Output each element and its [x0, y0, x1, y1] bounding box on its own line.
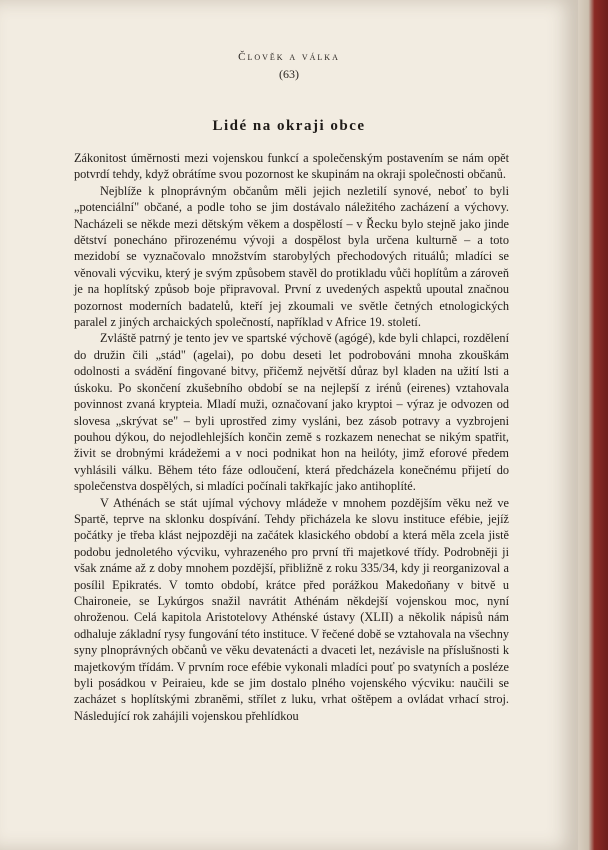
section-title: Lidé na okraji obce: [212, 118, 366, 134]
page-number: (63): [279, 67, 299, 81]
paragraph: Zvláště patrný je tento jev ve spartské výchově (agógé), kde byli chlapci, rozdělení do družin čili „stád" (agelai), po dobu deseti let podrobováni mnoha zkouškám odolnosti a svádění fingované bitvy, přičemž největší důraz byl kladen na užití lsti a úskoku. Po skončení zkušebního období se na nejlepší z irénů (eirenes) vztahovala povinnost zvaná krypteia. Mladí muži, označovaní jako kryptoi – výraz je odvozen od slovesa „skrývat se" – byli uprostřed zimy vysláni, bez zásob potravy a vyzbrojeni pouhou dýkou, do nejodlehlejších končin země s rozkazem nenechat se nikým spatřit, živit se drobnými krádežemi a v noci podnikat hon na heilóty, jimž eforové předem vyhlásili válku. Během této fáze odloučení, která předcházela konečnému přijetí do společenstva dospělých, si mladíci počínali takřkajíc jako antihoplíté.: [74, 331, 509, 494]
paragraph: Zákonitost úměrnosti mezi vojenskou funkcí a společenským postavením se nám opět potvrdí tehdy, když obrátíme svou pozornost ke skupinám na okraji společnosti občanů.: [74, 151, 509, 182]
running-head: Člověk a válka: [238, 51, 340, 63]
body-text: [74, 150, 509, 724]
paragraph: Nejblíže k plnoprávným občanům měli jejich nezletilí synové, neboť to byli „potenciální" občané, a podle toho se jim dostávalo náležitého zacházení a výchovy. Nacházeli se někde mezi dětským věkem a dospělostí – v Řecku bylo stejně jako jinde dětství ponecháno přirozenému vývoji a dospělost byla určena kulturně – a toto mezidobí se vyznačovalo množstvím starobylých přechodových rituálů; mladíci se věnovali výcviku, který je svým způsobem stavěl do protikladu vůči hoplítům a zároveň je na hoplítský způsob boje připravoval. První z uvedených aspektů upoutal značnou pozornost moderních badatelů, kteří jej zkoumali ve světle četných etnologických paralel z jiných archaických společností, například v Africe 19. století.: [74, 183, 509, 330]
paragraph: V Athénách se stát ujímal výchovy mládeže v mnohem pozdějším věku než ve Spartě, teprve na sklonku dospívání. Tehdy přicházela ke slovu instituce efébie, jejíž počátky je třeba klást nejpozději na začátek klasického období a která měla zcela jistě podobu jednoletého výcviku, vyhrazeného pro první tři majetkové třídy. Podrobněji ji však známe až z doby mnohem pozdější, přibližně z roku 335/34, kdy ji reorganizoval a posílil Epikratés. V tomto období, krátce před porážkou Makedoňany v bitvě u Chaironeie, se Lykúrgos snažil navrátit Athénám někdejší vojenskou moc, nyní ohroženou. Celá kapitola Aristotelovy Athénské ústavy (XLII) a několik nápisů nám odhaluje základní rysy fungování této instituce. V řečené době se vztahovala na všechny syny plnoprávných občanů ve věku devatenácti a dvaceti let, nezávisle na příslušnosti k majetkovým třídám. V prvním roce efébie vykonali mladíci pouť po svatyních a posléze byli posádkou v Peiraieu, kde se jim dostalo plného vojenského výcviku: naučili se zacházet s hoplítskými zbraněmi, střílet z luku, vrhat oštěpem a ovládat vrhací stroj. Následující rok zahájili vojenskou přehlídkou: [74, 495, 509, 723]
page-edge: [578, 0, 608, 850]
